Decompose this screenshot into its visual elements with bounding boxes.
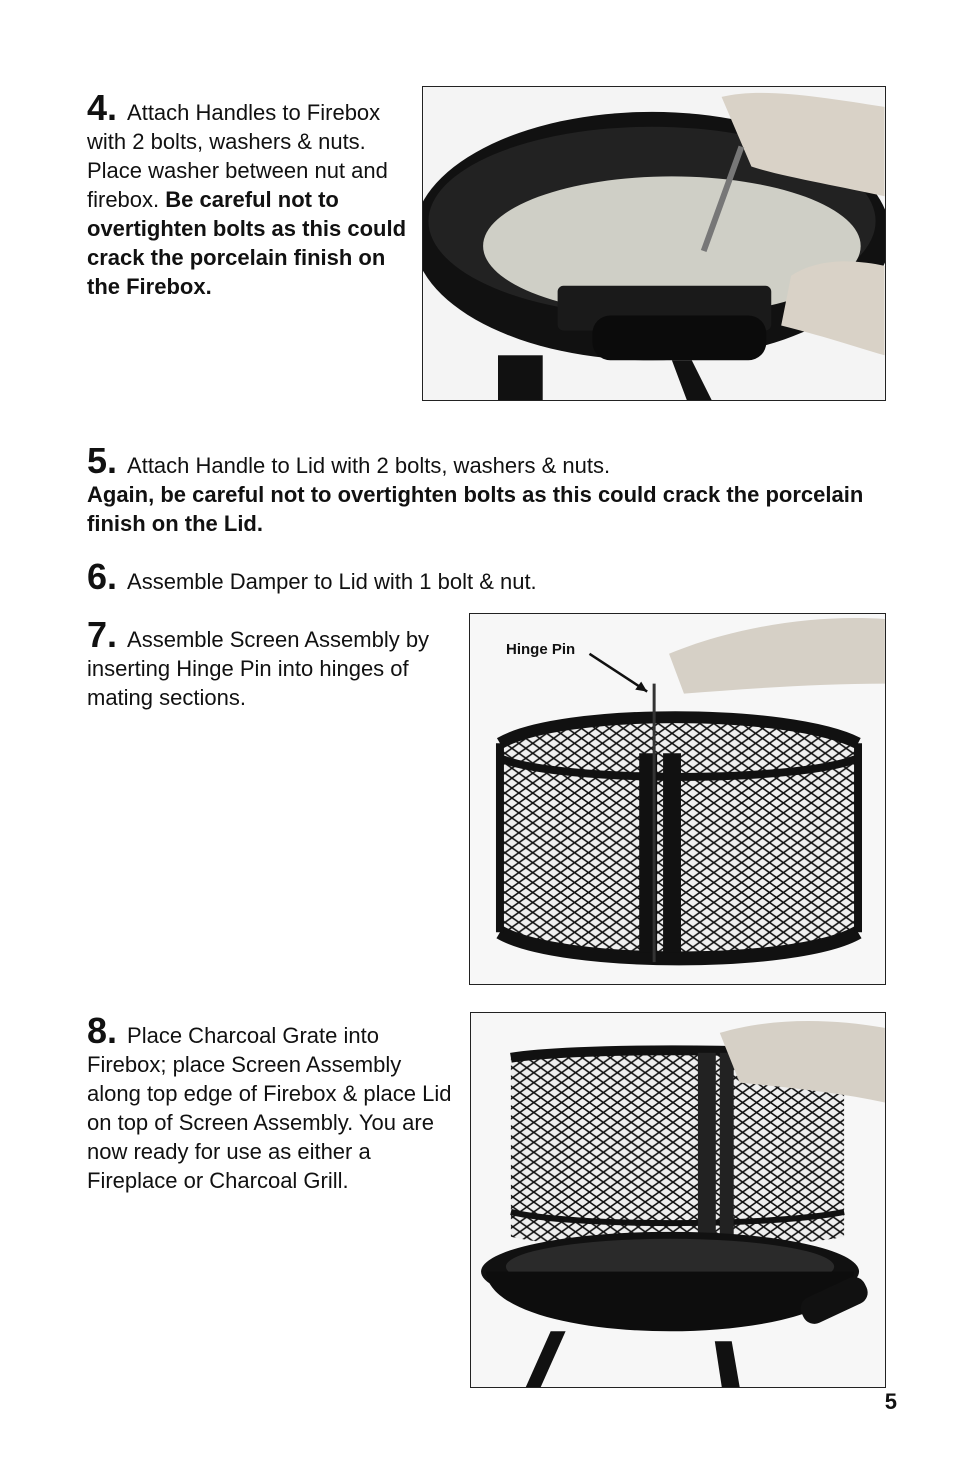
- step-5: [87, 440, 877, 538]
- step-7: [87, 614, 457, 712]
- page-number: 5: [884, 1389, 897, 1414]
- step-5-warning: Again, be careful not to overtighten bolts as this could crack the porcelain finish on the Lid.: [87, 482, 864, 536]
- step-5-number: 5.: [87, 440, 128, 481]
- step-8-text: Place Charcoal Grate into Firebox; place Screen Assembly along top edge of Firebox & place Lid on top of Screen Assembly. You are now ready for use as either a Fireplace or Charcoal Grill.: [87, 1023, 452, 1193]
- step-5-text: Attach Handle to Lid with 2 bolts, washers & nuts.: [127, 453, 611, 478]
- step-4: [87, 87, 407, 301]
- step-8-number: 8.: [87, 1010, 128, 1051]
- step-4-warning: Be careful not to overtighten bolts as this could crack the porcelain finish on the Firebox.: [87, 187, 407, 299]
- step-7-number: 7.: [87, 614, 128, 655]
- firebox-handle-photo: [422, 86, 886, 401]
- assembled-grill-photo: [470, 1012, 886, 1388]
- screen-assembly-photo: [469, 613, 886, 985]
- step-6-number: 6.: [87, 556, 128, 597]
- step-4-text: Attach Handles to Firebox with 2 bolts, washers & nuts. Place washer between nut and firebox.: [87, 100, 388, 212]
- firebox-handle-illustration: [423, 87, 885, 400]
- screen-assembly-illustration: [470, 614, 885, 984]
- step-8: [87, 1010, 457, 1195]
- assembled-grill-illustration: [471, 1013, 885, 1387]
- step-4-number: 4.: [87, 87, 128, 128]
- step-6-text: Assemble Damper to Lid with 1 bolt & nut.: [127, 569, 537, 594]
- hinge-pin-callout: Hinge Pin: [506, 641, 576, 658]
- step-7-text: Assemble Screen Assembly by inserting Hinge Pin into hinges of mating sections.: [87, 627, 430, 710]
- step-6: [87, 556, 877, 597]
